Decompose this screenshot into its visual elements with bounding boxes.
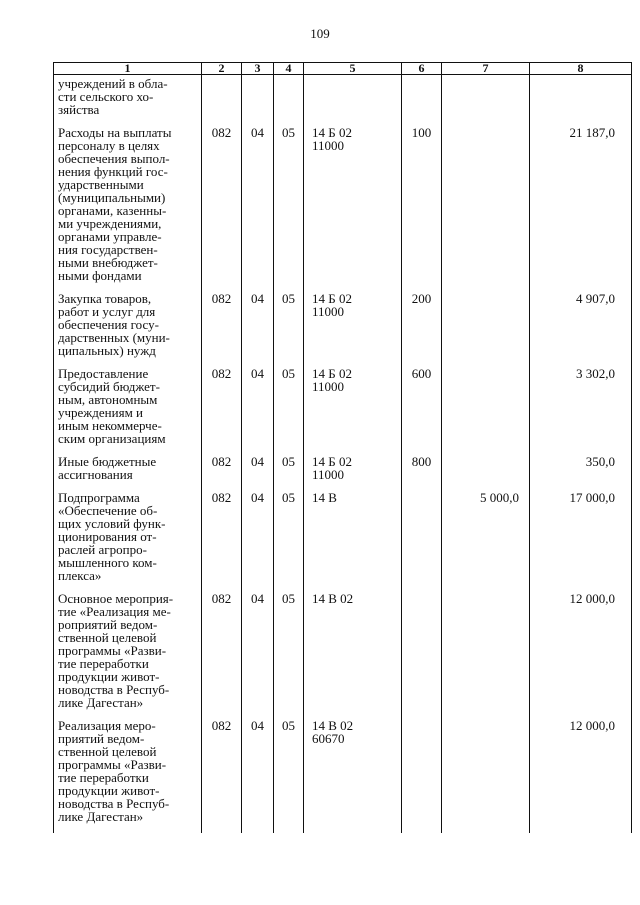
item-name-line: Расходы на выплаты — [58, 125, 172, 140]
administrator-code-cell: 082 — [202, 719, 242, 833]
item-name-line: Подпрограмма — [58, 490, 140, 505]
item-name-line: ципальных) нужд — [58, 343, 156, 358]
administrator-code-cell: 082 — [202, 367, 242, 455]
target-article-line: 14 Б 02 — [312, 125, 352, 140]
item-name-line: ским организациям — [58, 431, 166, 446]
item-name-line: органами, казенны- — [58, 203, 167, 218]
budget-table — [53, 62, 632, 833]
section-code-cell: 04 — [242, 126, 274, 292]
item-name-line: ными внебюджет- — [58, 255, 158, 270]
item-name-line: «Обеспечение об- — [58, 503, 158, 518]
column-header: 5 — [304, 63, 402, 75]
table-row — [54, 491, 632, 592]
item-name-cell — [54, 592, 202, 719]
subsection-code-cell: 05 — [274, 367, 304, 455]
amount-col8-cell: 3 302,0 — [530, 367, 632, 455]
item-name-line: продукции живот- — [58, 669, 160, 684]
subsection-code-cell: 05 — [274, 491, 304, 592]
subsection-code-cell: 05 — [274, 455, 304, 491]
table-row — [54, 592, 632, 719]
table-row — [54, 126, 632, 292]
page-number: 109 — [310, 26, 330, 41]
item-name-line: ным, автономным — [58, 392, 158, 407]
amount-col7-cell: 5 000,0 — [442, 491, 530, 592]
expense-type-cell — [402, 592, 442, 719]
section-code-cell — [242, 75, 274, 127]
item-name-line: обеспечения госу- — [58, 317, 159, 332]
item-name-line: ными фондами — [58, 268, 142, 283]
item-name-line: ния государствен- — [58, 242, 158, 257]
table-row — [54, 292, 632, 367]
item-name-line: роприятий ведом- — [58, 617, 158, 632]
item-name-line: щих условий функ- — [58, 516, 166, 531]
item-name-cell — [54, 75, 202, 127]
amount-col7-cell — [442, 455, 530, 491]
item-name-line: приятий ведом- — [58, 731, 145, 746]
item-name-line: органами управле- — [58, 229, 162, 244]
item-name-line: раслей агропро- — [58, 542, 147, 557]
target-article-cell — [304, 126, 402, 292]
subsection-code-cell: 05 — [274, 126, 304, 292]
target-article-cell — [304, 367, 402, 455]
item-name-line: Предоставление — [58, 366, 149, 381]
target-article-line: 11000 — [312, 379, 345, 394]
expense-type-cell: 600 — [402, 367, 442, 455]
target-article-line: 14 Б 02 — [312, 366, 352, 381]
item-name-line: тие переработки — [58, 770, 149, 785]
amount-col7-cell — [442, 592, 530, 719]
section-code-cell: 04 — [242, 367, 274, 455]
item-name-line: лике Дагестан» — [58, 695, 144, 710]
item-name-line: программы «Разви- — [58, 643, 167, 658]
section-code-cell: 04 — [242, 455, 274, 491]
item-name-line: ассигнования — [58, 467, 133, 482]
table-row — [54, 367, 632, 455]
item-name-line: ми учреждениями, — [58, 216, 162, 231]
item-name-line: Закупка товаров, — [58, 291, 152, 306]
item-name-cell — [54, 367, 202, 455]
item-name-line: Основное мероприя- — [58, 591, 174, 606]
item-name-line: мышленного ком- — [58, 555, 157, 570]
target-article-line: 14 Б 02 — [312, 291, 352, 306]
expense-type-cell: 100 — [402, 126, 442, 292]
expense-type-cell: 200 — [402, 292, 442, 367]
expense-type-cell — [402, 491, 442, 592]
target-article-line: 14 В — [312, 490, 337, 505]
table-body — [54, 75, 632, 834]
item-name-line: персоналу в целях — [58, 138, 160, 153]
target-article-cell — [304, 719, 402, 833]
item-name-line: плекса» — [58, 568, 102, 583]
section-code-cell: 04 — [242, 592, 274, 719]
amount-col8-cell: 12 000,0 — [530, 719, 632, 833]
subsection-code-cell: 05 — [274, 292, 304, 367]
expense-type-cell — [402, 719, 442, 833]
amount-col8-cell: 350,0 — [530, 455, 632, 491]
target-article-cell — [304, 455, 402, 491]
item-name-line: тие переработки — [58, 656, 149, 671]
item-name-line: сти сельского хо- — [58, 89, 154, 104]
amount-col8-cell: 21 187,0 — [530, 126, 632, 292]
target-article-line: 11000 — [312, 467, 345, 482]
target-article-line: 14 В 02 — [312, 591, 354, 606]
item-name-line: новодства в Респуб- — [58, 796, 170, 811]
administrator-code-cell: 082 — [202, 126, 242, 292]
target-article-cell — [304, 491, 402, 592]
amount-col8-cell: 4 907,0 — [530, 292, 632, 367]
table-row — [54, 455, 632, 491]
amount-col8-cell: 12 000,0 — [530, 592, 632, 719]
administrator-code-cell: 082 — [202, 592, 242, 719]
item-name-line: ственной целевой — [58, 630, 157, 645]
table-row — [54, 75, 632, 127]
amount-col7-cell — [442, 367, 530, 455]
target-article-line: 11000 — [312, 304, 345, 319]
expense-type-cell: 800 — [402, 455, 442, 491]
item-name-cell — [54, 292, 202, 367]
amount-col8-cell — [530, 75, 632, 127]
target-article-line: 60670 — [312, 731, 345, 746]
target-article-cell — [304, 75, 402, 127]
administrator-code-cell: 082 — [202, 455, 242, 491]
administrator-code-cell: 082 — [202, 491, 242, 592]
table-row — [54, 719, 632, 833]
item-name-cell — [54, 126, 202, 292]
item-name-line: новодства в Респуб- — [58, 682, 170, 697]
subsection-code-cell — [274, 75, 304, 127]
item-name-line: зяйства — [58, 102, 100, 117]
target-article-cell — [304, 592, 402, 719]
amount-col7-cell — [442, 719, 530, 833]
amount-col7-cell — [442, 126, 530, 292]
target-article-cell — [304, 292, 402, 367]
administrator-code-cell — [202, 75, 242, 127]
target-article-line: 14 В 02 — [312, 718, 354, 733]
column-header: 8 — [530, 63, 632, 75]
item-name-line: Иные бюджетные — [58, 454, 157, 469]
item-name-line: обеспечения выпол- — [58, 151, 170, 166]
column-header: 3 — [242, 63, 274, 75]
item-name-line: учреждениям и — [58, 405, 144, 420]
subsection-code-cell: 05 — [274, 719, 304, 833]
expense-type-cell — [402, 75, 442, 127]
item-name-line: продукции живот- — [58, 783, 160, 798]
budget-table-container — [53, 62, 631, 846]
section-code-cell: 04 — [242, 719, 274, 833]
column-header: 1 — [54, 63, 202, 75]
item-name-line: работ и услуг для — [58, 304, 156, 319]
section-code-cell: 04 — [242, 292, 274, 367]
item-name-line: тие «Реализация ме- — [58, 604, 171, 619]
item-name-line: лике Дагестан» — [58, 809, 144, 824]
target-article-line: 14 Б 02 — [312, 454, 352, 469]
item-name-line: Реализация меро- — [58, 718, 156, 733]
column-header: 7 — [442, 63, 530, 75]
section-code-cell: 04 — [242, 491, 274, 592]
item-name-line: ционирования от- — [58, 529, 157, 544]
item-name-line: иным некоммерче- — [58, 418, 162, 433]
column-header: 4 — [274, 63, 304, 75]
amount-col7-cell — [442, 75, 530, 127]
target-article-line: 11000 — [312, 138, 345, 153]
item-name-cell — [54, 491, 202, 592]
item-name-cell — [54, 455, 202, 491]
item-name-line: ударственными — [58, 177, 144, 192]
amount-col8-cell: 17 000,0 — [530, 491, 632, 592]
administrator-code-cell: 082 — [202, 292, 242, 367]
amount-col7-cell — [442, 292, 530, 367]
subsection-code-cell: 05 — [274, 592, 304, 719]
header-row — [54, 63, 632, 75]
item-name-line: (муниципальными) — [58, 190, 166, 205]
item-name-line: нения функций гос- — [58, 164, 168, 179]
item-name-line: учреждений в обла- — [58, 76, 168, 91]
item-name-line: программы «Разви- — [58, 757, 167, 772]
column-header: 2 — [202, 63, 242, 75]
item-name-line: ственной целевой — [58, 744, 157, 759]
item-name-line: дарственных (муни- — [58, 330, 170, 345]
item-name-cell — [54, 719, 202, 833]
column-header: 6 — [402, 63, 442, 75]
item-name-line: субсидий бюджет- — [58, 379, 160, 394]
